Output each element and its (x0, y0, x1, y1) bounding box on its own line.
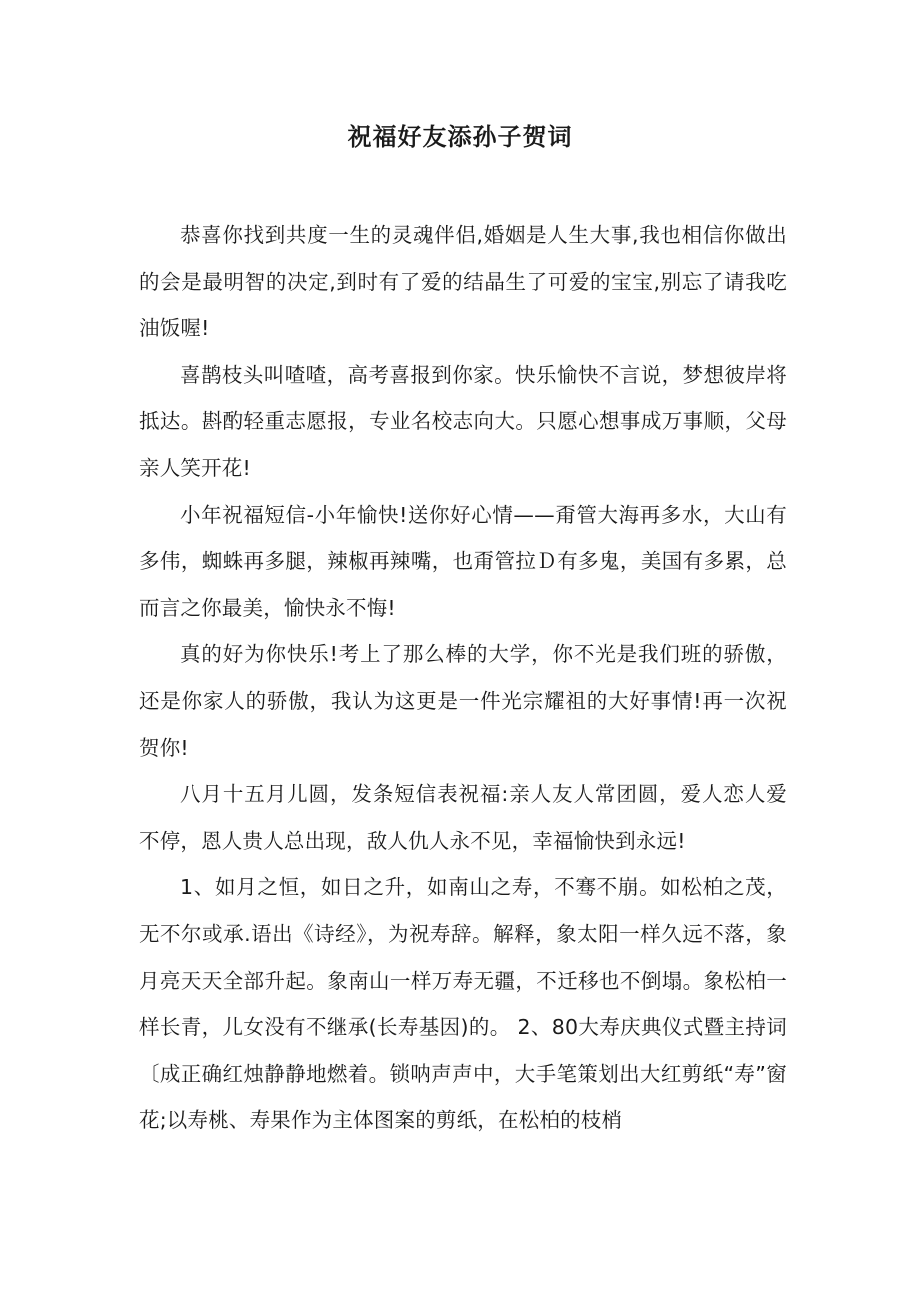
paragraph: 喜鹊枝头叫喳喳，高考喜报到你家。快乐愉快不言说，梦想彼岸将抵达。斟酌轻重志愿报，专业名校志向大。只愿心想事成万事顺，父母亲人笑开花! (139, 362, 787, 480)
paragraph: 恭喜你找到共度一生的灵魂伴侣,婚姻是人生大事,我也相信你做出的会是最明智的决定,到时有了爱的结晶生了可爱的宝宝,别忘了请我吃油饭喔! (139, 223, 787, 341)
paragraph: 真的好为你快乐!考上了那么棒的大学，你不光是我们班的骄傲，还是你家人的骄傲，我认为这更是一件光宗耀祖的大好事情!再一次祝贺你! (139, 642, 787, 760)
document-body (139, 212, 787, 1144)
paragraph: 1、如月之恒，如日之升，如南山之寿，不骞不崩。如松柏之茂，无不尔或承.语出《诗经》，为祝寿辞。解释，象太阳一样久远不落，象月亮天天全部升起。象南山一样万寿无疆，不迁移也不倒塌。象松柏一样长青，儿女没有不继承(长寿基因)的。 2、80大寿庆典仪式暨主持词〔成正确红烛静静地燃着。锁呐声声中，大手笔策划出大红剪纸“寿”窗花;以寿桃、寿果作为主体图案的剪纸，在松柏的枝梢 (139, 875, 787, 1133)
paragraph: 小年祝福短信-小年愉快!送你好心情——甭管大海再多水，大山有多伟，蜘蛛再多腿，辣椒再辣嘴，也甭管拉Ｄ有多鬼，美国有多累，总而言之你最美，愉快永不悔! (139, 502, 787, 620)
paragraph: 八月十五月儿圆，发条短信表祝福:亲人友人常团圆，爱人恋人爱不停，恩人贵人总出现，敌人仇人永不见，幸福愉快到永远! (139, 782, 787, 853)
document-title: 祝福好友添孙子贺词 (347, 123, 573, 151)
